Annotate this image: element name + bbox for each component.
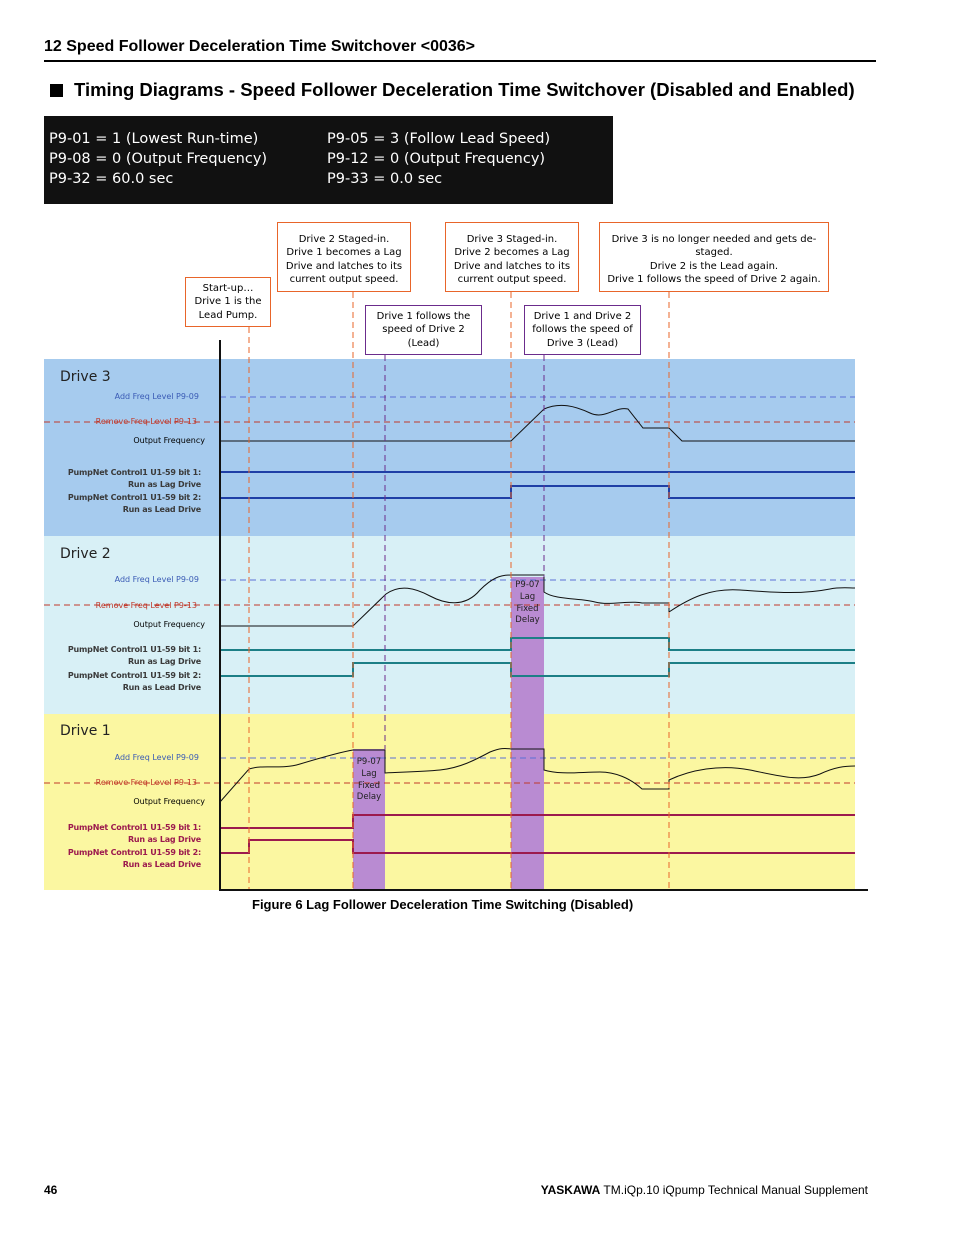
drive1-remove-label: Remove Freq Level P9-13 bbox=[95, 778, 197, 787]
figure-caption: Figure 6 Lag Follower Deceleration Time Switching (Disabled) bbox=[252, 897, 634, 912]
note-line: Drive 2 becomes a Lag bbox=[454, 247, 570, 259]
drive3-bit1-sublabel: Run as Lag Drive bbox=[127, 480, 201, 489]
drive3-bit2-sublabel: Run as Lead Drive bbox=[122, 505, 201, 514]
parameter-line: P9-08 = 0 (Output Frequency) bbox=[49, 151, 268, 167]
delay-line: Delay bbox=[356, 792, 382, 803]
delay-line: Lag bbox=[519, 591, 536, 602]
note-line: current output speed. bbox=[289, 273, 399, 285]
note-line: Drive 1 and Drive 2 bbox=[533, 311, 632, 322]
note-line: Drive and latches to its bbox=[453, 260, 571, 272]
delay-line: Fixed bbox=[357, 780, 381, 791]
drive2-add-label: Add Freq Level P9-09 bbox=[114, 575, 199, 584]
note-line: Drive 1 is the bbox=[194, 296, 262, 308]
page-number: 46 bbox=[44, 1183, 58, 1197]
drive1-bit2-sublabel: Run as Lead Drive bbox=[122, 860, 201, 869]
parameter-line: P9-12 = 0 (Output Frequency) bbox=[327, 151, 546, 167]
note-line: follows the speed of bbox=[532, 324, 633, 336]
drive3-title: Drive 3 bbox=[60, 369, 111, 385]
drive1-bit2-label: PumpNet Control1 U1-59 bit 2: bbox=[67, 848, 201, 857]
drive1-output-label: Output Frequency bbox=[133, 797, 205, 806]
delay-line: P9-07 bbox=[356, 757, 382, 767]
drive2-bit2-sublabel: Run as Lead Drive bbox=[122, 683, 201, 692]
note-line: Drive 2 is the Lead again. bbox=[649, 260, 779, 272]
note-line: Drive 1 follows the bbox=[376, 311, 471, 322]
footer-brand: YASKAWA bbox=[540, 1183, 601, 1197]
note-line: Drive 3 is no longer needed and gets de- bbox=[611, 234, 817, 245]
note-line: Drive 3 (Lead) bbox=[546, 337, 619, 349]
drive2-bit2-label: PumpNet Control1 U1-59 bit 2: bbox=[67, 671, 201, 680]
drive3-bit2-signal bbox=[220, 486, 855, 498]
note-line: Start-up… bbox=[202, 283, 254, 294]
note-line: Drive and latches to its bbox=[285, 260, 403, 272]
note-line: Drive 1 becomes a Lag bbox=[286, 247, 402, 259]
delay-line: P9-07 bbox=[515, 580, 540, 590]
note-line: current output speed. bbox=[457, 273, 567, 285]
drive2-bit1-label: PumpNet Control1 U1-59 bit 1: bbox=[67, 645, 201, 654]
page-title-text: Timing Diagrams - Speed Follower Deceleration Time Switchover (Disabled and Enabled) bbox=[74, 79, 855, 100]
delay-line: Lag bbox=[361, 768, 377, 779]
note-line: Drive 1 follows the speed of Drive 2 again. bbox=[607, 273, 821, 285]
drive3-bit1-label: PumpNet Control1 U1-59 bit 1: bbox=[67, 468, 201, 477]
parameter-line: P9-32 = 60.0 sec bbox=[49, 171, 174, 187]
note-line: (Lead) bbox=[407, 337, 440, 349]
note-line: Lead Pump. bbox=[198, 309, 258, 321]
parameter-line: P9-05 = 3 (Follow Lead Speed) bbox=[327, 131, 551, 147]
footer-document bbox=[541, 1183, 868, 1197]
note-line: staged. bbox=[695, 247, 733, 259]
note-line: Drive 2 Staged-in. bbox=[298, 234, 390, 245]
drive2-remove-label: Remove Freq Level P9-13 bbox=[95, 601, 197, 610]
footer-doc-title: TM.iQp.10 iQpump Technical Manual Supplement bbox=[600, 1183, 868, 1197]
delay-line: Delay bbox=[515, 615, 540, 626]
drive1-add-label: Add Freq Level P9-09 bbox=[114, 753, 199, 762]
drive1-title: Drive 1 bbox=[60, 723, 111, 739]
drive2-output-label: Output Frequency bbox=[133, 620, 205, 629]
note-line: Drive 3 Staged-in. bbox=[466, 234, 558, 245]
section-header: 12 Speed Follower Deceleration Time Switchover <0036> bbox=[44, 38, 475, 55]
drive3-bit2-label: PumpNet Control1 U1-59 bit 2: bbox=[67, 493, 201, 502]
drive1-bit1-sublabel: Run as Lag Drive bbox=[127, 835, 201, 844]
drive3-output-frequency bbox=[220, 405, 855, 441]
delay-line: Fixed bbox=[516, 603, 539, 614]
parameter-line: P9-01 = 1 (Lowest Run-time) bbox=[49, 131, 259, 147]
delay-label-drive2-stage bbox=[353, 757, 385, 804]
parameter-line: P9-33 = 0.0 sec bbox=[327, 171, 443, 187]
drive3-output-label: Output Frequency bbox=[133, 436, 205, 445]
drive2-title: Drive 2 bbox=[60, 546, 111, 562]
drive3-add-label: Add Freq Level P9-09 bbox=[114, 392, 199, 401]
drive3-remove-label: Remove Freq Level P9-13 bbox=[95, 417, 197, 426]
drive2-bit1-sublabel: Run as Lag Drive bbox=[127, 657, 201, 666]
note-line: speed of Drive 2 bbox=[382, 324, 465, 336]
delay-label-drive3-stage bbox=[511, 580, 544, 627]
drive1-bit1-label: PumpNet Control1 U1-59 bit 1: bbox=[67, 823, 201, 832]
